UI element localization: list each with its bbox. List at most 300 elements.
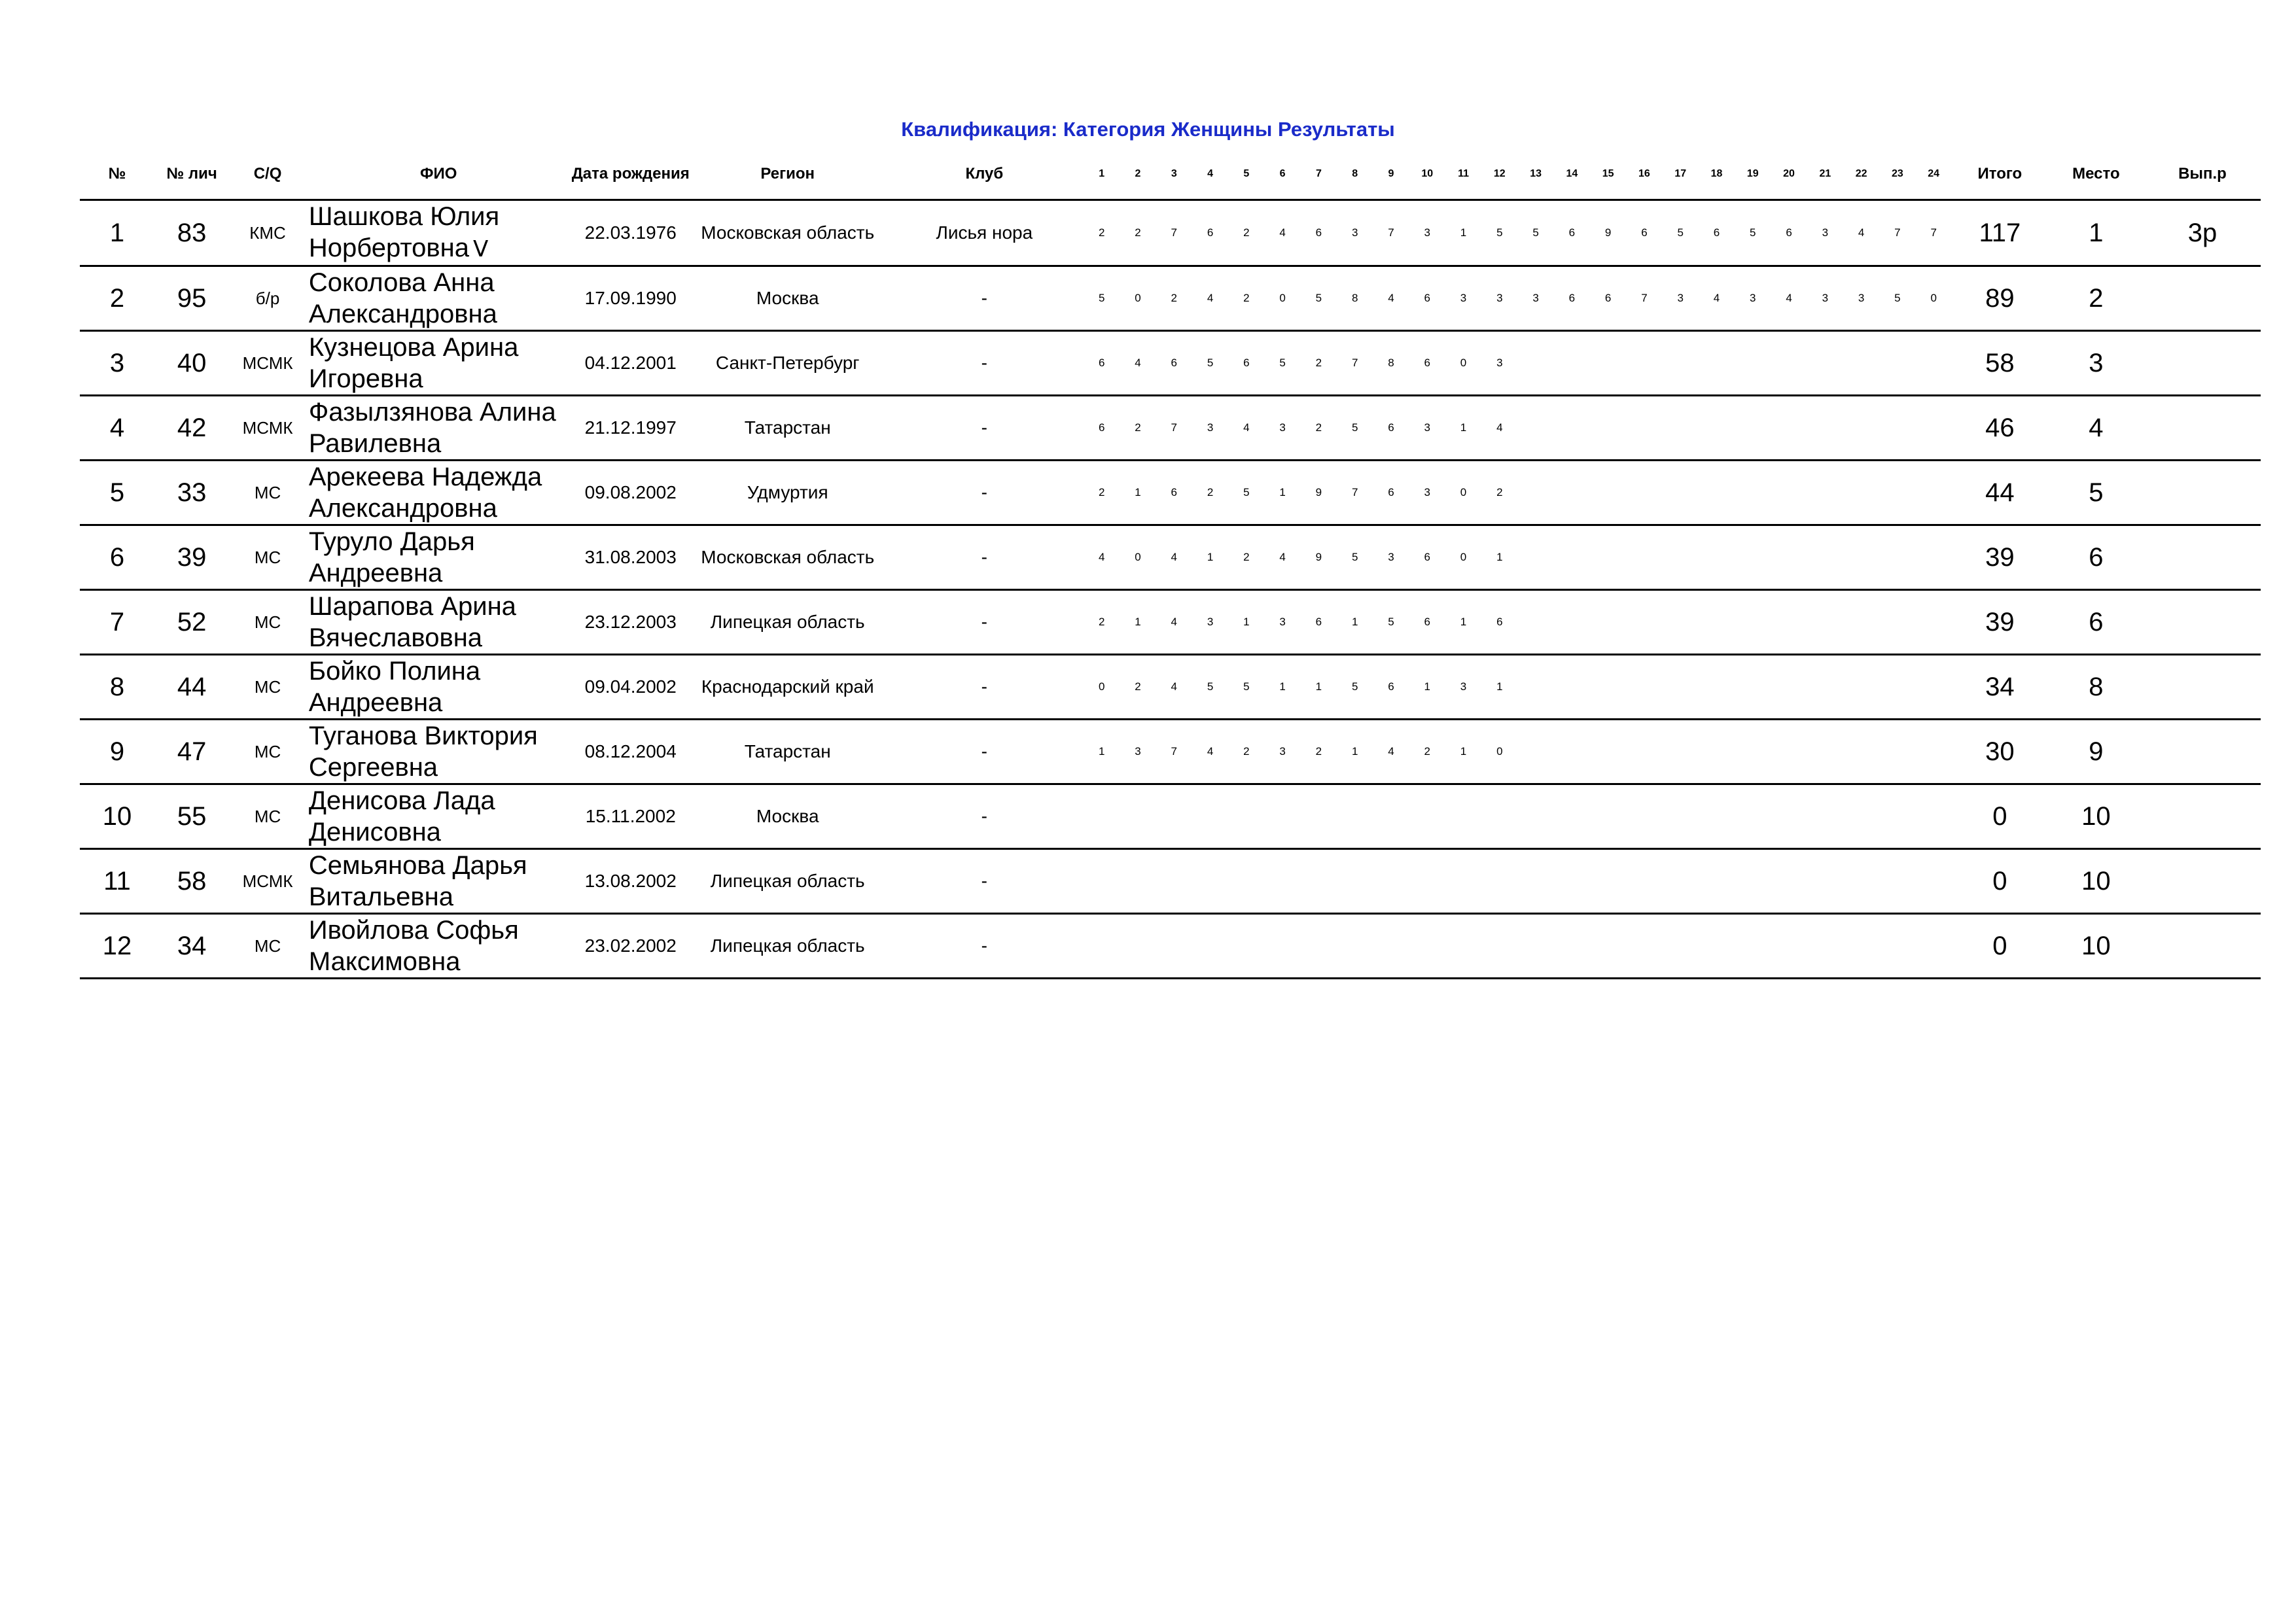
row-score-20: [1771, 784, 1807, 849]
row-place: 2: [2048, 266, 2144, 331]
row-club: -: [885, 720, 1084, 784]
row-score-23: [1879, 914, 1915, 979]
row-score-19: [1735, 720, 1771, 784]
row-score-14: [1554, 461, 1590, 525]
row-score-1: 0: [1084, 655, 1120, 720]
row-score-7: 5: [1301, 266, 1337, 331]
row-score-14: [1554, 396, 1590, 461]
row-score-19: [1735, 784, 1771, 849]
table-row: [80, 914, 2261, 979]
row-score-12: [1481, 784, 1517, 849]
row-score-19: 3: [1735, 266, 1771, 331]
table-row: [80, 525, 2261, 590]
row-score-8: 5: [1337, 396, 1373, 461]
row-dob: 04.12.2001: [571, 331, 690, 396]
row-score-14: [1554, 914, 1590, 979]
row-score-17: 3: [1663, 266, 1699, 331]
row-score-4: 5: [1192, 331, 1228, 396]
row-name: [306, 525, 571, 590]
row-score-19: 5: [1735, 200, 1771, 266]
header-round-10: 10: [1421, 167, 1434, 179]
row-score-9: [1373, 784, 1409, 849]
header-round-9: 9: [1388, 167, 1394, 179]
row-score-20: [1771, 720, 1807, 784]
row-cq: МС: [229, 784, 306, 849]
row-score-21: [1807, 461, 1843, 525]
header-round-6: 6: [1279, 167, 1286, 179]
row-score-9: [1373, 849, 1409, 914]
header-round-19: 19: [1746, 167, 1759, 179]
row-club: -: [885, 590, 1084, 655]
row-score-17: [1663, 914, 1699, 979]
header-round-24: 24: [1928, 167, 1940, 179]
row-score-23: [1879, 849, 1915, 914]
row-score-16: [1626, 849, 1662, 914]
row-bib: 33: [154, 461, 229, 525]
row-score-10: 3: [1409, 200, 1445, 266]
row-score-2: [1120, 784, 1156, 849]
row-score-6: 3: [1264, 720, 1300, 784]
row-score-19: [1735, 525, 1771, 590]
row-score-18: [1699, 461, 1735, 525]
row-score-20: 6: [1771, 200, 1807, 266]
row-dob: 08.12.2004: [571, 720, 690, 784]
row-score-15: [1590, 720, 1626, 784]
row-region: Москва: [690, 266, 885, 331]
row-place: 10: [2048, 914, 2144, 979]
row-dob: 09.04.2002: [571, 655, 690, 720]
row-score-21: 3: [1807, 266, 1843, 331]
row-score-8: 7: [1337, 461, 1373, 525]
row-score-16: [1626, 331, 1662, 396]
row-score-7: 6: [1301, 590, 1337, 655]
row-score-12: [1481, 914, 1517, 979]
row-score-23: [1879, 331, 1915, 396]
table-row: [80, 590, 2261, 655]
row-num: 3: [80, 331, 154, 396]
row-score-16: [1626, 784, 1662, 849]
header-region: Регион: [760, 164, 815, 183]
row-score-1: 2: [1084, 461, 1120, 525]
row-score-17: [1663, 331, 1699, 396]
row-score-11: 1: [1445, 590, 1481, 655]
row-score-19: [1735, 461, 1771, 525]
row-score-10: 3: [1409, 396, 1445, 461]
row-score-15: [1590, 655, 1626, 720]
row-score-8: 5: [1337, 655, 1373, 720]
table-row: [80, 200, 2261, 266]
row-region: Санкт-Петербург: [690, 331, 885, 396]
row-score-20: [1771, 331, 1807, 396]
row-score-3: 7: [1156, 720, 1192, 784]
row-score-21: [1807, 849, 1843, 914]
row-bib: 39: [154, 525, 229, 590]
row-score-2: 1: [1120, 590, 1156, 655]
row-club: -: [885, 655, 1084, 720]
row-score-17: [1663, 396, 1699, 461]
row-score-4: 3: [1192, 590, 1228, 655]
row-dob: 17.09.1990: [571, 266, 690, 331]
row-score-3: [1156, 849, 1192, 914]
row-score-24: [1916, 720, 1952, 784]
row-score-13: [1517, 331, 1553, 396]
row-score-19: [1735, 849, 1771, 914]
row-dob: 31.08.2003: [571, 525, 690, 590]
row-score-11: 1: [1445, 720, 1481, 784]
header-round-1: 1: [1099, 167, 1105, 179]
row-total: 0: [1952, 849, 2048, 914]
row-bib: 58: [154, 849, 229, 914]
row-score-12: 3: [1481, 331, 1517, 396]
row-score-10: [1409, 784, 1445, 849]
row-total: 0: [1952, 784, 2048, 849]
row-score-17: [1663, 655, 1699, 720]
row-dob: 23.12.2003: [571, 590, 690, 655]
row-score-15: [1590, 849, 1626, 914]
header-num: №: [108, 164, 126, 183]
row-score-2: 2: [1120, 396, 1156, 461]
row-score-16: [1626, 590, 1662, 655]
row-cq: б/р: [229, 266, 306, 331]
row-place: 3: [2048, 331, 2144, 396]
row-score-19: [1735, 655, 1771, 720]
row-score-13: [1517, 720, 1553, 784]
row-score-16: [1626, 655, 1662, 720]
row-total: 117: [1952, 200, 2048, 266]
row-total: 39: [1952, 590, 2048, 655]
row-rank: [2144, 849, 2261, 914]
row-score-12: 6: [1481, 590, 1517, 655]
row-place: 10: [2048, 849, 2144, 914]
row-score-12: 2: [1481, 461, 1517, 525]
row-cq: МС: [229, 461, 306, 525]
row-score-22: [1843, 590, 1879, 655]
row-score-12: 1: [1481, 525, 1517, 590]
row-score-22: [1843, 914, 1879, 979]
row-score-6: [1264, 784, 1300, 849]
row-score-15: [1590, 590, 1626, 655]
row-name: [306, 461, 571, 525]
row-rank: [2144, 396, 2261, 461]
row-num: 11: [80, 849, 154, 914]
row-club: -: [885, 914, 1084, 979]
row-score-20: 4: [1771, 266, 1807, 331]
row-score-24: [1916, 525, 1952, 590]
row-score-10: 1: [1409, 655, 1445, 720]
row-place: 1: [2048, 200, 2144, 266]
row-name: [306, 590, 571, 655]
row-num: 6: [80, 525, 154, 590]
row-club: -: [885, 331, 1084, 396]
row-score-12: 5: [1481, 200, 1517, 266]
row-score-15: [1590, 914, 1626, 979]
row-score-18: [1699, 655, 1735, 720]
row-score-18: [1699, 525, 1735, 590]
row-score-2: 2: [1120, 655, 1156, 720]
row-score-2: 4: [1120, 331, 1156, 396]
row-score-9: 6: [1373, 461, 1409, 525]
row-score-3: 7: [1156, 396, 1192, 461]
row-num: 10: [80, 784, 154, 849]
row-score-3: 4: [1156, 655, 1192, 720]
row-score-23: [1879, 396, 1915, 461]
row-score-11: 0: [1445, 331, 1481, 396]
row-score-17: [1663, 525, 1699, 590]
row-score-17: [1663, 784, 1699, 849]
row-score-21: [1807, 525, 1843, 590]
row-score-19: [1735, 396, 1771, 461]
row-total: 39: [1952, 525, 2048, 590]
row-dob: 09.08.2002: [571, 461, 690, 525]
row-score-1: [1084, 914, 1120, 979]
row-score-18: [1699, 331, 1735, 396]
row-score-16: [1626, 914, 1662, 979]
row-score-18: [1699, 784, 1735, 849]
table-row: [80, 396, 2261, 461]
row-place: 8: [2048, 655, 2144, 720]
row-name: [306, 396, 571, 461]
row-score-22: [1843, 525, 1879, 590]
row-score-16: [1626, 461, 1662, 525]
row-score-1: 2: [1084, 200, 1120, 266]
row-rank: [2144, 720, 2261, 784]
row-dob: 21.12.1997: [571, 396, 690, 461]
row-score-8: [1337, 849, 1373, 914]
row-score-9: 4: [1373, 266, 1409, 331]
row-score-6: 3: [1264, 590, 1300, 655]
row-score-2: 2: [1120, 200, 1156, 266]
row-score-9: 6: [1373, 655, 1409, 720]
row-score-5: 4: [1228, 396, 1264, 461]
row-score-12: 0: [1481, 720, 1517, 784]
row-score-3: 7: [1156, 200, 1192, 266]
row-score-9: 5: [1373, 590, 1409, 655]
row-score-16: [1626, 720, 1662, 784]
row-score-16: 6: [1626, 200, 1662, 266]
row-score-7: 9: [1301, 461, 1337, 525]
row-score-22: [1843, 461, 1879, 525]
results-table: [80, 148, 2261, 979]
row-score-4: [1192, 914, 1228, 979]
row-score-15: 6: [1590, 266, 1626, 331]
row-name: [306, 655, 571, 720]
row-score-11: 0: [1445, 461, 1481, 525]
row-bib: 55: [154, 784, 229, 849]
row-name: [306, 331, 571, 396]
page-title: Квалификация: Категория Женщины Результаты: [901, 118, 1395, 141]
row-score-7: 2: [1301, 396, 1337, 461]
row-score-1: 4: [1084, 525, 1120, 590]
row-rank: [2144, 525, 2261, 590]
athlete-name: Ивойлова Софья Максимовна: [308, 916, 519, 976]
row-score-16: [1626, 525, 1662, 590]
row-score-1: 6: [1084, 396, 1120, 461]
header-round-2: 2: [1135, 167, 1141, 179]
row-num: 1: [80, 200, 154, 266]
row-num: 7: [80, 590, 154, 655]
row-rank: 3р: [2144, 200, 2261, 266]
row-cq: МС: [229, 525, 306, 590]
row-bib: 83: [154, 200, 229, 266]
row-cq: МС: [229, 720, 306, 784]
athlete-name: Шашкова Юлия Норбертовна: [308, 202, 500, 262]
row-score-2: [1120, 849, 1156, 914]
header-rank: Вып.р: [2178, 164, 2227, 183]
row-score-22: [1843, 396, 1879, 461]
row-place: 6: [2048, 590, 2144, 655]
row-score-11: 1: [1445, 396, 1481, 461]
row-region: Московская область: [690, 200, 885, 266]
row-score-23: 7: [1879, 200, 1915, 266]
header-name: ФИО: [420, 164, 457, 183]
row-num: 9: [80, 720, 154, 784]
row-score-3: [1156, 784, 1192, 849]
row-cq: МСМК: [229, 396, 306, 461]
table-row: [80, 720, 2261, 784]
row-rank: [2144, 461, 2261, 525]
row-score-4: [1192, 784, 1228, 849]
row-score-7: [1301, 784, 1337, 849]
athlete-name: Туганова Виктория Сергеевна: [308, 722, 538, 782]
row-total: 44: [1952, 461, 2048, 525]
row-score-3: 4: [1156, 525, 1192, 590]
row-dob: 13.08.2002: [571, 849, 690, 914]
header-round-8: 8: [1352, 167, 1358, 179]
header-round-11: 11: [1458, 167, 1469, 179]
row-place: 5: [2048, 461, 2144, 525]
row-score-8: 8: [1337, 266, 1373, 331]
row-score-3: 6: [1156, 331, 1192, 396]
row-score-3: 2: [1156, 266, 1192, 331]
row-score-15: [1590, 784, 1626, 849]
row-score-10: 6: [1409, 525, 1445, 590]
row-score-13: [1517, 784, 1553, 849]
athlete-name: Соколова Анна Александровна: [308, 268, 497, 328]
row-score-10: [1409, 914, 1445, 979]
row-score-3: 4: [1156, 590, 1192, 655]
row-place: 4: [2048, 396, 2144, 461]
row-score-17: 5: [1663, 200, 1699, 266]
row-score-21: [1807, 396, 1843, 461]
row-score-22: [1843, 655, 1879, 720]
row-score-18: 6: [1699, 200, 1735, 266]
row-score-21: [1807, 655, 1843, 720]
row-score-8: 3: [1337, 200, 1373, 266]
row-score-9: 6: [1373, 396, 1409, 461]
row-score-7: 2: [1301, 720, 1337, 784]
row-score-15: [1590, 461, 1626, 525]
row-score-17: [1663, 461, 1699, 525]
row-total: 34: [1952, 655, 2048, 720]
header-round-4: 4: [1207, 167, 1214, 179]
row-score-5: 6: [1228, 331, 1264, 396]
row-bib: 40: [154, 331, 229, 396]
row-score-5: 2: [1228, 200, 1264, 266]
row-total: 58: [1952, 331, 2048, 396]
row-score-21: [1807, 590, 1843, 655]
row-score-13: [1517, 590, 1553, 655]
row-region: Липецкая область: [690, 590, 885, 655]
row-name: [306, 914, 571, 979]
row-place: 6: [2048, 525, 2144, 590]
header-club: Клуб: [965, 164, 1004, 183]
athlete-name: Арекеева Надежда Александровна: [308, 462, 542, 523]
row-score-5: 5: [1228, 655, 1264, 720]
row-score-24: [1916, 784, 1952, 849]
row-score-6: 0: [1264, 266, 1300, 331]
row-score-7: [1301, 849, 1337, 914]
row-dob: 23.02.2002: [571, 914, 690, 979]
row-score-21: [1807, 914, 1843, 979]
row-club: -: [885, 849, 1084, 914]
row-region: Удмуртия: [690, 461, 885, 525]
row-score-22: [1843, 849, 1879, 914]
row-score-4: 5: [1192, 655, 1228, 720]
row-score-24: [1916, 396, 1952, 461]
row-score-17: [1663, 849, 1699, 914]
row-num: 8: [80, 655, 154, 720]
header-round-17: 17: [1674, 167, 1687, 179]
row-score-11: 3: [1445, 266, 1481, 331]
row-score-18: [1699, 849, 1735, 914]
row-region: Липецкая область: [690, 849, 885, 914]
row-score-15: [1590, 331, 1626, 396]
row-score-23: [1879, 720, 1915, 784]
row-score-10: [1409, 849, 1445, 914]
row-score-11: [1445, 914, 1481, 979]
row-total: 0: [1952, 914, 2048, 979]
row-score-12: 1: [1481, 655, 1517, 720]
row-score-16: [1626, 396, 1662, 461]
athlete-name: Фазылзянова Алина Равилевна: [308, 398, 556, 458]
row-score-22: [1843, 331, 1879, 396]
row-dob: 15.11.2002: [571, 784, 690, 849]
row-region: Москва: [690, 784, 885, 849]
row-place: 10: [2048, 784, 2144, 849]
row-score-2: 1: [1120, 461, 1156, 525]
row-score-13: [1517, 849, 1553, 914]
row-club: -: [885, 784, 1084, 849]
row-score-20: [1771, 525, 1807, 590]
row-rank: [2144, 266, 2261, 331]
row-score-10: 6: [1409, 331, 1445, 396]
row-score-15: [1590, 525, 1626, 590]
row-score-4: 4: [1192, 266, 1228, 331]
row-score-5: 2: [1228, 266, 1264, 331]
row-score-11: [1445, 849, 1481, 914]
row-score-14: [1554, 849, 1590, 914]
row-score-8: 1: [1337, 590, 1373, 655]
row-score-19: [1735, 590, 1771, 655]
row-name: [306, 784, 571, 849]
row-region: Татарстан: [690, 720, 885, 784]
row-score-3: [1156, 914, 1192, 979]
row-score-22: 3: [1843, 266, 1879, 331]
athlete-name: Шарапова Арина Вячеславовна: [308, 592, 516, 652]
header-round-20: 20: [1783, 167, 1795, 179]
row-score-5: 5: [1228, 461, 1264, 525]
row-score-8: [1337, 784, 1373, 849]
row-score-1: [1084, 849, 1120, 914]
row-score-22: 4: [1843, 200, 1879, 266]
athlete-name: Семьянова Дарья Витальевна: [308, 851, 527, 911]
row-score-10: 6: [1409, 266, 1445, 331]
table-row: [80, 266, 2261, 331]
row-score-14: [1554, 525, 1590, 590]
row-score-5: [1228, 849, 1264, 914]
row-club: -: [885, 525, 1084, 590]
row-score-23: 5: [1879, 266, 1915, 331]
